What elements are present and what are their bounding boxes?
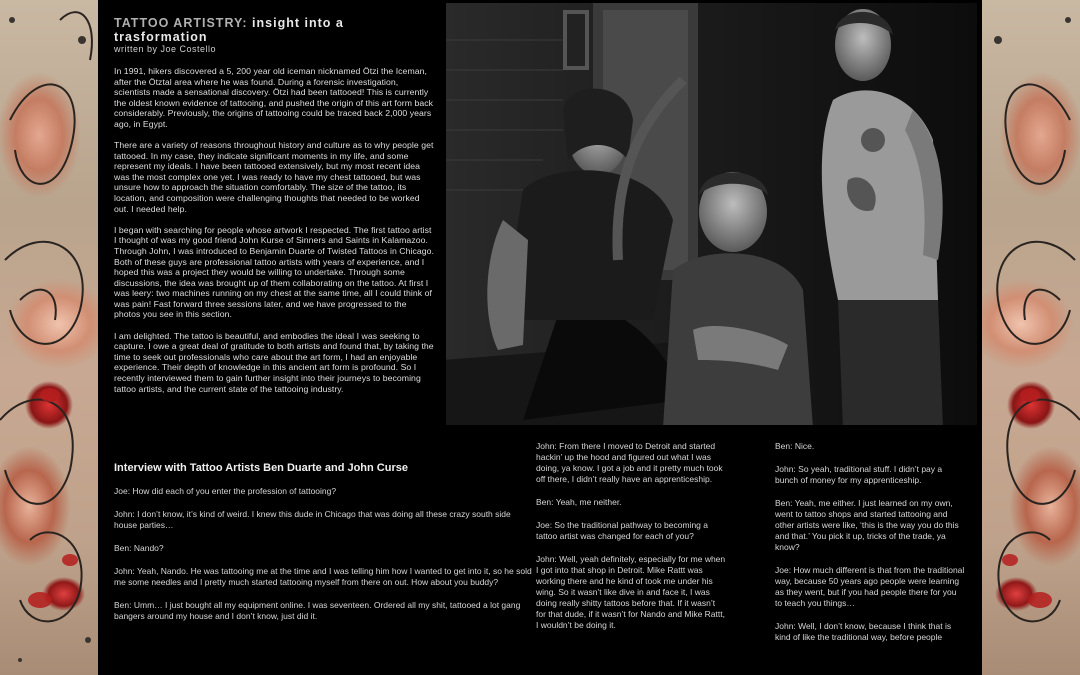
article-paragraph: There are a variety of reasons throughout history and culture as to why people get tattooed. In my case, they indicate significant moments in my life, and some represent my ideals. I have been tattooed extensively, but my most recent idea was the most complex one yet. I was ready to have my chest tattooed, but was unsure how to approach the situation comfortably. The size of the tattoo, its location, and composition were challenging thoughts that needed to be worked out. I needed help.: [114, 140, 434, 214]
tattoo-session-photo: [443, 0, 980, 428]
dialogue-line: Joe: How much different is that from the traditional way, because 50 years ago people were learning as they went, but if you had people there for you to teach you things…: [775, 565, 965, 608]
interview-column-2: [536, 441, 726, 643]
interview-column-3: [775, 441, 965, 655]
dialogue-line: John: From there I moved to Detroit and started hackin’ up the hood and figured out what I was doing, ya know. I got a job and it pretty much took off there, I didn’t really have an apprenticeship.: [536, 441, 723, 484]
article-title: [114, 16, 434, 44]
article-paragraph: I began with searching for people whose artwork I respected. The first tattoo artist I thought of was my good friend John Kurse of Sinners and Saints in Kalamazoo. Through John, I was introduced to Benjamin Duarte of Twisted Tattoos in Chicago. Both of these guys are professional tattoo artists with years of experience, and I hoped this was a project they would be willing to undertake. Through some discussions, the idea was brought up of them collaborating on the tattoo. At first I was leery: two machines running on my chest at the same time, all I could think of was pain! Fast forward three sessions later, and we have progressed to the photos you see in this section.: [114, 224, 434, 320]
dialogue-line: John: So yeah, traditional stuff. I didn’t pay a bunch of money for my apprenticeship.: [775, 464, 943, 485]
interview-title: Interview with Tattoo Artists Ben Duarte and John Curse: [114, 462, 408, 474]
magazine-spread: [98, 0, 982, 675]
article-paragraph: In 1991, hikers discovered a 5, 200 year old iceman nicknamed Ötzi the Iceman, after the Ötztal area where he was found. During a forensic investigation, scientists made a sensational discovery. Ötzi had been tattooed! This is currently the oldest known evidence of tattooing, and pushed the origin of this art form back considerably. Previously, the origins of tattooing could be traced back 2,000 years ago, in Egypt.: [114, 66, 434, 129]
dialogue-line: Ben: Umm… I just bought all my equipment online. I was seventeen. Ordered all my shit, tattooed a lot gang bangers around my house and I don’t know, just did it.: [114, 600, 521, 621]
right-tattoo-artwork: [982, 0, 1080, 675]
article: [114, 16, 434, 405]
dialogue-line: John: Yeah, Nando. He was tattooing me at the time and I was telling him how I wanted to get into it, so he sold me some needles and I pretty much started tattooing myself from there on out. How about you buddy?: [114, 566, 532, 587]
dialogue-line: Ben: Yeah, me neither.: [536, 497, 622, 507]
dialogue-line: Ben: Nando?: [114, 543, 164, 553]
dialogue-line: John: I don’t know, it’s kind of weird. I knew this dude in Chicago that was doing all these crazy south side house parties…: [114, 509, 511, 530]
dialogue-line: John: Well, yeah definitely, especially for me when I got into that shop in Detroit. Mike Rattt was working there and he kind of took me under his wing. So it wasn’t like dive in and face it, I was doing really shitty tattoos before that. If it wasn’t for that dude, if it wasn’t for Nando and Mike Rattt, I wouldn’t be doing it.: [536, 554, 726, 630]
article-paragraph: I am delighted. The tattoo is beautiful, and embodies the ideal I was seeking to capture. I owe a great deal of gratitude to both artists and found that, by taking the time to seek out professionals who care about the art form, I had an enjoyable experience. Their depth of knowledge in this ancient art form is profound. So I recently interviewed them to gain further insight into their journeys to becoming tattoo artists, and the current state of the tattooing industry.: [114, 330, 434, 394]
article-byline: written by Joe Costello: [114, 44, 217, 54]
dialogue-line: John: Well, I don’t know, because I think that is kind of like the traditional way, before people: [775, 621, 952, 642]
article-title-main: TATTOO ARTISTRY:: [114, 16, 248, 30]
article-title-rest: insight into a trasformation: [114, 16, 344, 44]
dialogue-line: Joe: How did each of you enter the profession of tattooing?: [114, 486, 337, 496]
dialogue-line: Ben: Yeah, me either. I just learned on my own, went to tattoo shops and started tattooing and other artists were like, ‘this is the way you do this and that.’ You pick it up, tricks of the trade, ya know?: [775, 498, 959, 552]
dialogue-line: Joe: So the traditional pathway to becoming a tattoo artist was changed for each of you?: [536, 520, 708, 541]
dialogue-line: Ben: Nice.: [775, 441, 815, 451]
left-tattoo-artwork: [0, 0, 98, 675]
interview-column-1: [114, 461, 534, 634]
